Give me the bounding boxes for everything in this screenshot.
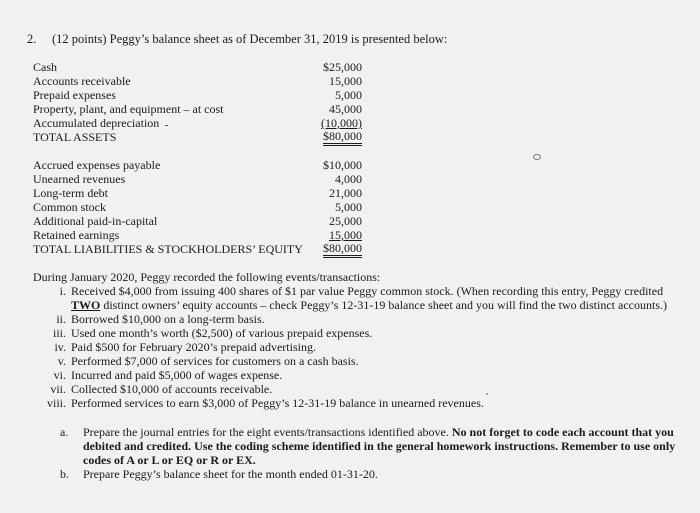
event-number: iv. [54,340,66,354]
question-number: 2. [27,32,37,46]
event-number: vii. [50,382,66,396]
event-number: v. [57,354,66,368]
question-header: (12 points) Peggy’s balance sheet as of December 31, 2019 is presented below: [52,32,448,46]
asset-value: (10,000) [321,116,362,130]
part-a-text: Prepare the journal entries for the eight events/transactions identified above. [83,425,452,439]
liabilities-equity-total-label: TOTAL LIABILITIES & STOCKHOLDERS’ EQUITY [33,242,303,256]
asset-label: Accounts receivable [33,74,131,88]
event-number: ii. [56,312,66,326]
liability-value: 4,000 [335,172,362,186]
event-number: viii. [46,396,66,410]
event-text: Received $4,000 from issuing 400 shares of $1 par value Peggy common stock. (When recording this entry, Peggy credited [71,284,664,298]
event-number: iii. [52,326,66,340]
liability-value: $10,000 [323,158,362,172]
event-text: Borrowed $10,000 on a long-term basis. [71,312,265,326]
liabilities-equity-total-value: $80,000 [323,243,362,258]
event-text: Collected $10,000 of accounts receivable. [71,382,273,396]
equity-label: Retained earnings [33,228,120,242]
liability-label: Long-term debt [33,186,108,200]
asset-label: Accumulated depreciation [33,116,160,130]
equity-value: 15,000 [329,228,362,242]
asset-label: Property, plant, and equipment – at cost [33,102,224,116]
event-text: Paid $500 for February 2020’s prepaid advertising. [71,340,316,354]
asset-label: Prepaid expenses [33,88,116,102]
equity-value: 25,000 [329,214,362,228]
event-text: Used one month’s worth ($2,500) of various prepaid expenses. [71,326,373,340]
asset-value: 45,000 [329,102,362,116]
event-text-rest: distinct owners’ equity accounts – check Peggy’s 12-31-19 balance sheet and you will find the two distinct accounts.) [100,298,667,312]
equity-label: Additional paid-in-capital [33,214,158,228]
part-b-text: Prepare Peggy’s balance sheet for the month ended 01-31-20. [83,467,378,481]
asset-total-value: $80,000 [323,131,362,146]
asset-value: 15,000 [329,74,362,88]
event-number: i. [59,284,66,298]
asset-label: Cash [33,60,57,74]
event-text: Performed services to earn $3,000 of Peggy’s 12-31-19 balance in unearned revenues. [71,396,484,410]
events-intro: During January 2020, Peggy recorded the following events/transactions: [33,270,381,284]
emphasis-two: TWO [71,298,101,312]
asset-value: $25,000 [323,60,362,74]
equity-label: Common stock [33,200,107,214]
asset-value: 5,000 [335,88,362,102]
event-text-continued [71,298,667,312]
scan-mark [533,154,541,160]
part-b-label: b. [60,467,69,481]
part-a-line3: codes of A or L or EQ or R or EX. [83,453,256,467]
scan-tick [165,125,168,126]
part-a-line1 [83,425,674,439]
event-text: Performed $7,000 of services for customers on a cash basis. [71,354,359,368]
liability-value: 21,000 [329,186,362,200]
part-a-line2: debited and credited. Use the coding scheme identified in the general homework instructions. Remember to use only [83,439,676,453]
part-a-emphasis: No not forget to code each account that you [451,425,674,439]
scan-dot [486,393,488,395]
liability-label: Accrued expenses payable [33,158,161,172]
event-text: Incurred and paid $5,000 of wages expense. [71,368,283,382]
event-number: vi. [53,368,66,382]
asset-total-label: TOTAL ASSETS [33,130,117,144]
equity-value: 5,000 [335,200,362,214]
part-a-label: a. [60,425,69,439]
liability-label: Unearned revenues [33,172,126,186]
